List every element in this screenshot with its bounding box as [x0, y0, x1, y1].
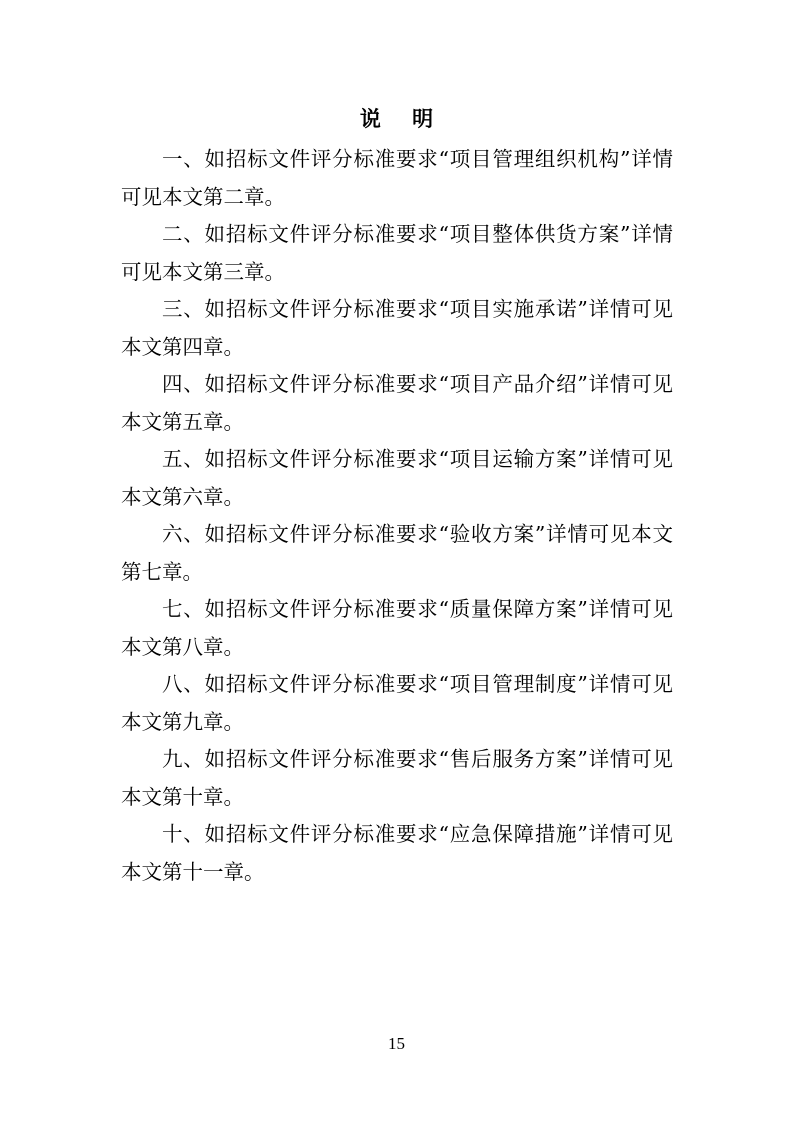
- paragraph-2: 二、如招标文件评分标准要求“项目整体供货方案”详情可见本文第三章。: [121, 222, 673, 284]
- paragraph-3: 三、如招标文件评分标准要求“项目实施承诺”详情可见本文第四章。: [121, 297, 673, 359]
- paragraph-8: 八、如招标文件评分标准要求“项目管理制度”详情可见本文第九章。: [121, 672, 673, 734]
- document-body: [121, 141, 673, 891]
- paragraph-5: 五、如招标文件评分标准要求“项目运输方案”详情可见本文第六章。: [121, 447, 673, 509]
- paragraph-4: 四、如招标文件评分标准要求“项目产品介绍”详情可见本文第五章。: [121, 372, 673, 434]
- page-title: 说 明: [359, 106, 446, 131]
- paragraph-1: 一、如招标文件评分标准要求“项目管理组织机构”详情可见本文第二章。: [121, 147, 673, 209]
- page-number: 15: [388, 1034, 405, 1053]
- paragraph-9: 九、如招标文件评分标准要求“售后服务方案”详情可见本文第十章。: [121, 747, 673, 809]
- paragraph-6: 六、如招标文件评分标准要求“验收方案”详情可见本文第七章。: [121, 522, 673, 584]
- paragraph-7: 七、如招标文件评分标准要求“质量保障方案”详情可见本文第八章。: [121, 597, 673, 659]
- paragraph-10: 十、如招标文件评分标准要求“应急保障措施”详情可见本文第十一章。: [121, 822, 673, 884]
